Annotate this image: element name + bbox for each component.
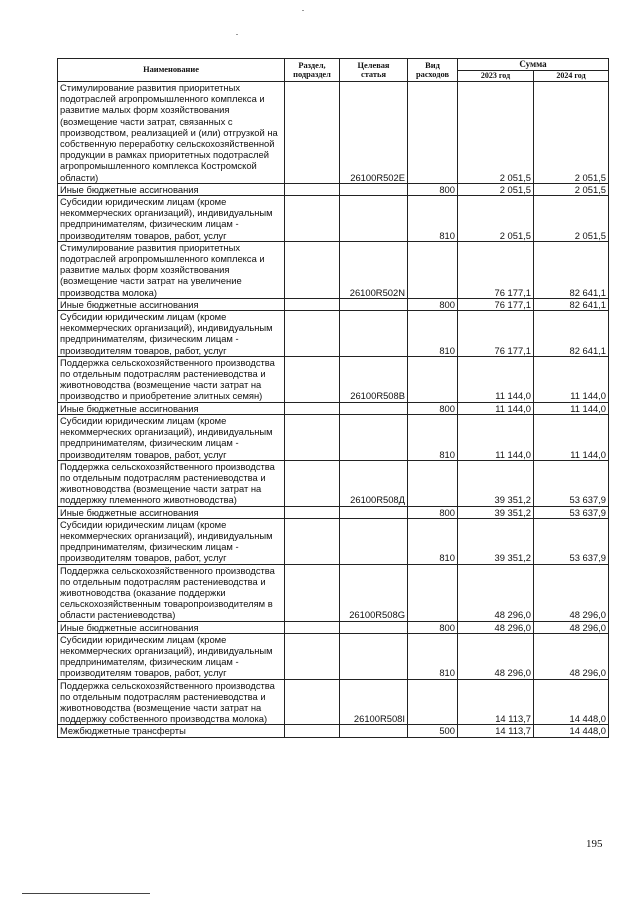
- row-name: Поддержка сельскохозяйственного производства по отдельным подотраслям растениеводства и животноводства (возмещение части затрат на поддержку собственного производства молока): [58, 679, 285, 725]
- table-row: [58, 621, 609, 633]
- row-sum-2024: 82 641,1: [534, 241, 609, 298]
- row-target-code: 26100R508G: [340, 564, 408, 621]
- budget-table: [57, 58, 609, 738]
- row-name: Иные бюджетные ассигнования: [58, 183, 285, 195]
- row-target-code: 26100R508I: [340, 679, 408, 725]
- row-expense-type: [408, 564, 458, 621]
- table-row: [58, 183, 609, 195]
- row-sum-2024: 48 296,0: [534, 564, 609, 621]
- row-sum-2023: 39 351,2: [458, 518, 534, 564]
- table-row: [58, 518, 609, 564]
- row-expense-type: 810: [408, 196, 458, 242]
- row-sum-2024: 82 641,1: [534, 311, 609, 357]
- row-section: [285, 82, 340, 184]
- table-row: [58, 725, 609, 737]
- table-row: [58, 196, 609, 242]
- row-sum-2023: 39 351,2: [458, 460, 534, 506]
- row-expense-type: [408, 679, 458, 725]
- row-sum-2023: 2 051,5: [458, 82, 534, 184]
- row-name: Иные бюджетные ассигнования: [58, 298, 285, 310]
- row-sum-2024: 2 051,5: [534, 196, 609, 242]
- row-target-code: [340, 506, 408, 518]
- row-sum-2023: 48 296,0: [458, 564, 534, 621]
- row-sum-2024: 53 637,9: [534, 518, 609, 564]
- table-body: [58, 82, 609, 738]
- row-sum-2023: 76 177,1: [458, 298, 534, 310]
- row-sum-2024: 53 637,9: [534, 460, 609, 506]
- row-sum-2023: 11 144,0: [458, 356, 534, 402]
- table-row: [58, 633, 609, 679]
- row-target-code: 26100R508Д: [340, 460, 408, 506]
- row-sum-2023: 48 296,0: [458, 633, 534, 679]
- row-target-code: [340, 196, 408, 242]
- row-sum-2023: 2 051,5: [458, 196, 534, 242]
- table-row: [58, 506, 609, 518]
- header-year-2023: 2023 год: [458, 71, 534, 82]
- row-expense-type: 800: [408, 183, 458, 195]
- row-target-code: [340, 518, 408, 564]
- row-section: [285, 564, 340, 621]
- row-section: [285, 725, 340, 737]
- row-name: Иные бюджетные ассигнования: [58, 506, 285, 518]
- row-sum-2024: 48 296,0: [534, 633, 609, 679]
- row-sum-2023: 11 144,0: [458, 402, 534, 414]
- row-expense-type: [408, 241, 458, 298]
- row-target-code: 26100R508B: [340, 356, 408, 402]
- row-name: Иные бюджетные ассигнования: [58, 402, 285, 414]
- row-section: [285, 414, 340, 460]
- table-header: [58, 59, 609, 82]
- row-section: [285, 621, 340, 633]
- row-target-code: [340, 621, 408, 633]
- header-name: Наименование: [58, 59, 285, 82]
- row-target-code: [340, 183, 408, 195]
- row-sum-2024: 82 641,1: [534, 298, 609, 310]
- row-name: Межбюджетные трансферты: [58, 725, 285, 737]
- scan-speck: [236, 34, 238, 35]
- row-expense-type: 800: [408, 298, 458, 310]
- row-sum-2024: 11 144,0: [534, 414, 609, 460]
- row-target-code: [340, 402, 408, 414]
- row-sum-2023: 2 051,5: [458, 183, 534, 195]
- row-sum-2023: 48 296,0: [458, 621, 534, 633]
- row-target-code: [340, 633, 408, 679]
- row-sum-2024: 11 144,0: [534, 402, 609, 414]
- row-section: [285, 196, 340, 242]
- row-expense-type: 810: [408, 311, 458, 357]
- header-target: Целевая статья: [340, 59, 408, 82]
- table-row: [58, 356, 609, 402]
- row-target-code: [340, 725, 408, 737]
- row-target-code: 26100R502E: [340, 82, 408, 184]
- footnote-divider: [22, 893, 150, 894]
- row-section: [285, 506, 340, 518]
- row-name: Стимулирование развития приоритетных подотраслей агропромышленного комплекса и развитие малых форм хозяйствования (возмещение части затрат на увеличение производства молока): [58, 241, 285, 298]
- table-row: [58, 564, 609, 621]
- row-sum-2023: 14 113,7: [458, 725, 534, 737]
- row-target-code: [340, 298, 408, 310]
- row-sum-2024: 14 448,0: [534, 679, 609, 725]
- row-name: Иные бюджетные ассигнования: [58, 621, 285, 633]
- row-target-code: [340, 414, 408, 460]
- table-row: [58, 241, 609, 298]
- row-section: [285, 241, 340, 298]
- row-expense-type: [408, 356, 458, 402]
- row-expense-type: 500: [408, 725, 458, 737]
- row-section: [285, 183, 340, 195]
- row-name: Стимулирование развития приоритетных подотраслей агропромышленного комплекса и развитие малых форм хозяйствования (возмещение части затрат, связанных с производством, реализацией и (или) отгрузкой на собственную переработку сельскохозяйственной продукции в рамках приоритетных подотраслей агропромышленного комплекса Костромской области): [58, 82, 285, 184]
- row-expense-type: 810: [408, 414, 458, 460]
- header-section: Раздел, подраздел: [285, 59, 340, 82]
- table-row: [58, 298, 609, 310]
- row-sum-2023: 11 144,0: [458, 414, 534, 460]
- row-name: Субсидии юридическим лицам (кроме некоммерческих организаций), индивидуальным предпринимателям, физическим лицам - производителям товаров, работ, услуг: [58, 518, 285, 564]
- table-row: [58, 679, 609, 725]
- row-section: [285, 633, 340, 679]
- table-row: [58, 414, 609, 460]
- row-expense-type: [408, 460, 458, 506]
- row-sum-2024: 11 144,0: [534, 356, 609, 402]
- row-target-code: 26100R502N: [340, 241, 408, 298]
- row-section: [285, 298, 340, 310]
- row-section: [285, 402, 340, 414]
- row-section: [285, 518, 340, 564]
- row-sum-2024: 48 296,0: [534, 621, 609, 633]
- row-sum-2024: 14 448,0: [534, 725, 609, 737]
- row-name: Субсидии юридическим лицам (кроме некоммерческих организаций), индивидуальным предпринимателям, физическим лицам - производителям товаров, работ, услуг: [58, 414, 285, 460]
- row-name: Поддержка сельскохозяйственного производства по отдельным подотраслям растениеводства и животноводства (возмещение части затрат на поддержку племенного животноводства): [58, 460, 285, 506]
- row-sum-2024: 2 051,5: [534, 183, 609, 195]
- row-section: [285, 311, 340, 357]
- row-name: Поддержка сельскохозяйственного производства по отдельным подотраслям растениеводства и животноводства (оказание поддержки сельскохозяйственным товаропроизводителям в области растениеводства): [58, 564, 285, 621]
- row-section: [285, 356, 340, 402]
- table-row: [58, 460, 609, 506]
- row-name: Субсидии юридическим лицам (кроме некоммерческих организаций), индивидуальным предпринимателям, физическим лицам - производителям товаров, работ, услуг: [58, 196, 285, 242]
- row-expense-type: 800: [408, 402, 458, 414]
- row-name: Субсидии юридическим лицам (кроме некоммерческих организаций), индивидуальным предпринимателям, физическим лицам - производителям товаров, работ, услуг: [58, 633, 285, 679]
- row-expense-type: 810: [408, 518, 458, 564]
- row-name: Поддержка сельскохозяйственного производства по отдельным подотраслям растениеводства и животноводства (возмещение части затрат на производство и приобретение элитных семян): [58, 356, 285, 402]
- row-sum-2023: 76 177,1: [458, 241, 534, 298]
- row-sum-2024: 53 637,9: [534, 506, 609, 518]
- row-sum-2023: 39 351,2: [458, 506, 534, 518]
- table-row: [58, 82, 609, 184]
- table-row: [58, 311, 609, 357]
- row-expense-type: 800: [408, 621, 458, 633]
- scan-speck: [302, 10, 304, 11]
- header-year-2024: 2024 год: [534, 71, 609, 82]
- header-type: Вид расходов: [408, 59, 458, 82]
- header-sum: Сумма: [458, 59, 609, 71]
- row-section: [285, 460, 340, 506]
- row-target-code: [340, 311, 408, 357]
- row-sum-2023: 14 113,7: [458, 679, 534, 725]
- row-sum-2023: 76 177,1: [458, 311, 534, 357]
- table-row: [58, 402, 609, 414]
- row-expense-type: 800: [408, 506, 458, 518]
- page-number: 195: [586, 838, 603, 850]
- row-name: Субсидии юридическим лицам (кроме некоммерческих организаций), индивидуальным предпринимателям, физическим лицам - производителям товаров, работ, услуг: [58, 311, 285, 357]
- row-sum-2024: 2 051,5: [534, 82, 609, 184]
- row-section: [285, 679, 340, 725]
- row-expense-type: [408, 82, 458, 184]
- row-expense-type: 810: [408, 633, 458, 679]
